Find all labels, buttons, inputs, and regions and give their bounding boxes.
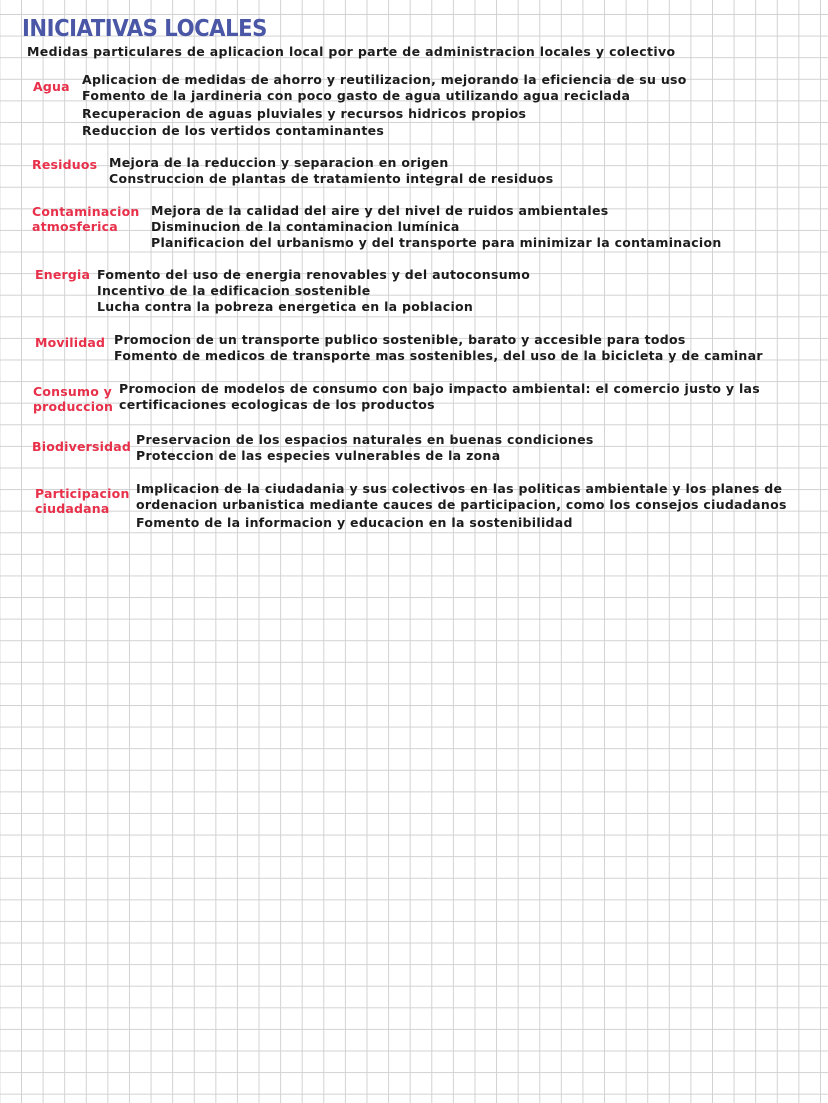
section-items-consumo-produccion (119, 381, 760, 413)
label-line: ciudadana (35, 501, 110, 516)
section-items-agua (82, 72, 687, 139)
list-item: certificaciones ecologicas de los productos (119, 397, 435, 413)
section-items-biodiversidad (136, 432, 594, 464)
list-item: Planificacion del urbanismo y del transporte para minimizar la contaminacion (151, 235, 722, 251)
section-label-consumo-produccion (33, 384, 113, 414)
list-item: Aplicacion de medidas de ahorro y reutilizacion, mejorando la eficiencia de su uso (82, 72, 687, 87)
section-items-participacion-ciudadana (136, 481, 787, 532)
section-label-contaminacion-atmosferica (32, 204, 140, 234)
section-label-agua: Agua (33, 79, 70, 94)
list-item: Recuperacion de aguas pluviales y recursos hidricos propios (82, 106, 527, 122)
section-label-movilidad: Movilidad (35, 335, 106, 350)
list-item: Fomento de la informacion y educacion en la sostenibilidad (136, 515, 573, 531)
label-line: Contaminacion (32, 204, 140, 219)
list-item: Fomento de medicos de transporte mas sostenibles, del uso de la bicicleta y de caminar (114, 348, 763, 364)
section-items-movilidad (114, 332, 763, 364)
list-item: ordenacion urbanistica mediante cauces de participacion, como los consejos ciudadanos (136, 497, 787, 513)
list-item: Preservacion de los espacios naturales en buenas condiciones (136, 432, 594, 447)
label-line: produccion (33, 399, 114, 414)
list-item: Incentivo de la edificacion sostenible (97, 283, 371, 299)
section-items-residuos (109, 155, 554, 187)
label-line: Consumo y (33, 384, 112, 399)
list-item: Mejora de la calidad del aire y del nivel de ruidos ambientales (151, 203, 609, 218)
section-label-participacion-ciudadana (35, 486, 130, 516)
list-item: Fomento del uso de energia renovables y del autoconsumo (97, 267, 531, 282)
section-items-energia (97, 267, 530, 316)
list-item: Reduccion de los vertidos contaminantes (82, 122, 385, 138)
list-item: Mejora de la reduccion y separacion en origen (109, 155, 449, 170)
list-item: Promocion de modelos de consumo con bajo impacto ambiental: el comercio justo y las (119, 381, 761, 396)
list-item: Construccion de plantas de tratamiento integral de residuos (109, 171, 554, 187)
list-item: Lucha contra la pobreza energetica en la poblacion (97, 299, 474, 315)
list-item: Implicacion de la ciudadania y sus colectivos en las politicas ambientale y los planes de (136, 481, 783, 496)
list-item: Fomento de la jardineria con poco gasto de agua utilizando agua reciclada (82, 88, 631, 104)
section-items-contaminacion-atmosferica (151, 203, 722, 252)
list-item: Disminucion de la contaminacion lumínica (151, 219, 460, 235)
label-line: atmosferica (32, 219, 118, 234)
section-label-residuos: Residuos (32, 157, 98, 172)
list-item: Proteccion de las especies vulnerables de la zona (136, 448, 501, 464)
page-title: INICIATIVAS LOCALES (22, 16, 267, 42)
section-label-energia: Energia (35, 267, 91, 282)
list-item: Promocion de un transporte publico sostenible, barato y accesible para todos (114, 332, 686, 347)
label-line: Participacion (35, 486, 130, 501)
section-label-biodiversidad: Biodiversidad (32, 439, 132, 454)
page-subtitle: Medidas particulares de aplicacion local por parte de administracion locales y colectivo (27, 44, 676, 59)
